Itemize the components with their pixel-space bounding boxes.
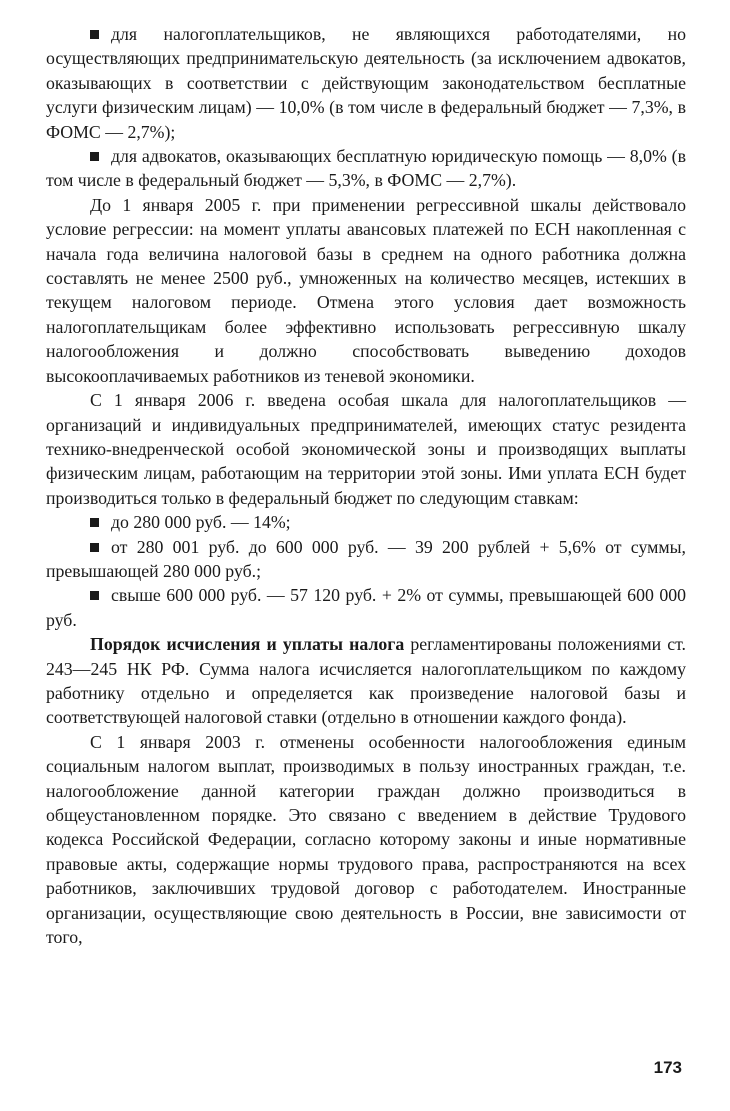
page-number: 173 (653, 1058, 682, 1077)
bullet-paragraph-2 (46, 144, 686, 193)
page-body (46, 22, 686, 949)
bullet-paragraph-rate-1 (46, 510, 686, 534)
bullet-text-rate-1: до 280 000 руб. — 14%; (111, 512, 291, 533)
bullet-text-1: для налогоплательщиков, не являющихся работодателями, но осуществляющих предпринимательскую деятельность (за исключением адвокатов, оказывающих в соответствии с действующим законодательством бесплатные услуги физическим лицам) — 10,0% (в том числе в федеральный бюджет — 7,3%, в ФОМС — 2,7%); (46, 24, 686, 142)
bullet-square-icon (90, 543, 99, 552)
paragraph-calculation-text: регламентированы положениями ст. 243—245 НК РФ. Сумма налога исчисляется налогоплательщиком по каждому работнику отдельно и определяется как произведение налоговой базы и соответствующей налоговой ставки (отдельно в отношении каждого фонда). (46, 634, 686, 728)
paragraph-calculation-procedure (46, 632, 686, 730)
paragraph-regression-condition: До 1 января 2005 г. при применении регрессивной шкалы действовало условие регрессии: на момент уплаты авансовых платежей по ЕСН накопленная с начала года величина налоговой базы в среднем на одного работника должна составлять не менее 2500 руб., умноженных на количество месяцев, истекших в текущем налоговом периоде. Отмена этого условия дает возможность налогоплательщикам более эффективно использовать регрессивную шкалу налогообложения и должно способствовать выведению доходов высокооплачиваемых работников из теневой экономики. (46, 194, 686, 386)
bullet-square-icon (90, 591, 99, 600)
bullet-text-rate-3: свыше 600 000 руб. — 57 120 руб. + 2% от суммы, превышающей 600 000 руб. (46, 585, 686, 630)
bullet-text-2: для адвокатов, оказывающих бесплатную юридическую помощь — 8,0% (в том числе в федеральный бюджет — 5,3%, в ФОМС — 2,7%). (46, 146, 686, 191)
bullet-paragraph-1 (46, 22, 686, 144)
bullet-square-icon (90, 30, 99, 39)
bullet-paragraph-rate-3 (46, 583, 686, 632)
paragraph-foreign-citizens: С 1 января 2003 г. отменены особенности налогообложения единым социальным налогом выплат, производимых в пользу иностранных граждан, т.е. налогообложение данной категории граждан должно производиться в общеустановленном порядке. Это связано с введением в действие Трудового кодекса Российской Федерации, согласно которому законы и иные нормативные правовые акты, содержащие нормы трудового права, распространяются на всех работников, заключивших трудовой договор с работодателем. Иностранные организации, осуществляющие свою деятельность в России, вне зависимости от того, (46, 731, 686, 948)
bullet-square-icon (90, 518, 99, 527)
bold-lead-phrase: Порядок исчисления и уплаты налога (90, 634, 405, 655)
paragraph-special-scale: С 1 января 2006 г. введена особая шкала для налогоплательщиков — организаций и индивидуальных предпринимателей, имеющих статус резидента технико-внедренческой особой экономической зоны и производящих выплаты физическим лицам, работающим на территории этой зоны. Ими уплата ЕСН будет производиться только в федеральный бюджет по следующим ставкам: (46, 390, 686, 508)
bullet-text-rate-2: от 280 001 руб. до 600 000 руб. — 39 200 рублей + 5,6% от суммы, превышающей 280 000 руб.; (46, 536, 686, 581)
bullet-square-icon (90, 152, 99, 161)
bullet-paragraph-rate-2 (46, 535, 686, 584)
